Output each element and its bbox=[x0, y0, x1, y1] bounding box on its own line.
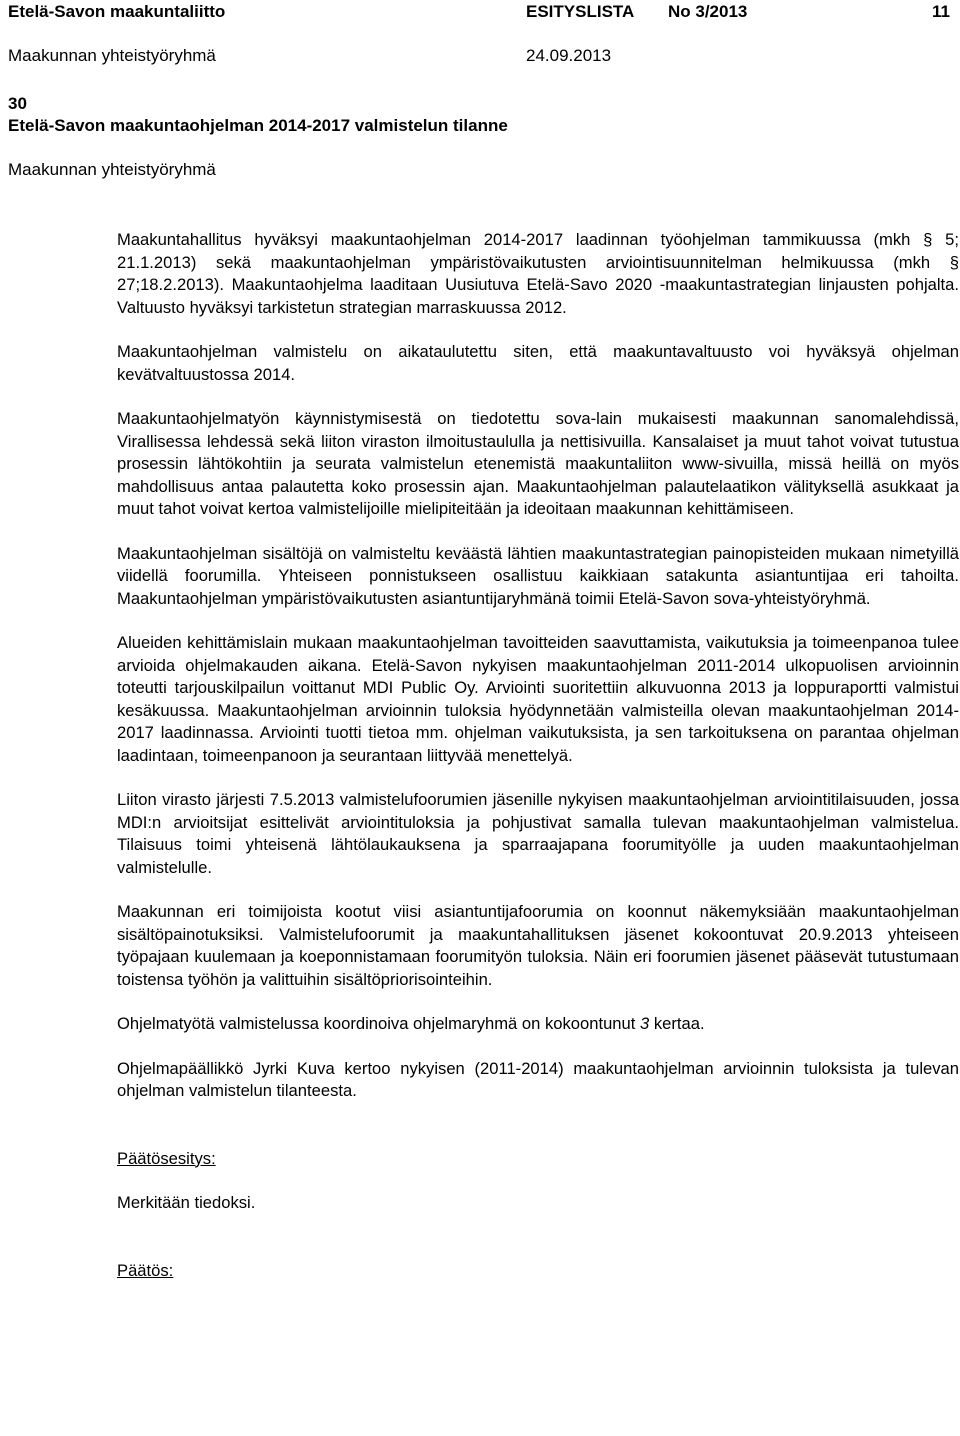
item-body: Maakunnan yhteistyöryhmä bbox=[8, 160, 216, 179]
paragraph: Maakuntaohjelman sisältöjä on valmisteltu keväästä lähtien maakuntastrategian painopisteiden mukaan nimetyillä viidellä foorumilla. Yhteiseen ponnistukseen osallistuu kaikkiaan satakunta asiantuntijaa eri tahoilta. Maakuntaohjelman ympäristövaikutusten asiantuntijaryhmänä toimii Etelä-Savon sova-yhteistyöryhmä. bbox=[117, 543, 959, 608]
paragraph: Maakunnan eri toimijoista kootut viisi asiantuntijafoorumia on koonnut näkemyksiään maakuntaohjelman sisältöpainotuksiksi. Valmistelufoorumit ja maakuntahallituksen jäsenet kokoontuvat 20.9.2013 yhteiseen työpajaan kuulemaan ja koeponnistamaan foorumityön tuloksia. Näin eri foorumien jäsenet pääsevät tutustumaan toistensa työhön ja valittuihin sisältöpriorisointeihin. bbox=[117, 902, 959, 989]
header-doc-type: ESITYSLISTA bbox=[526, 2, 635, 21]
paragraph: Ohjelmatyötä valmistelussa koordinoiva ohjelmaryhmä on kokoontunut 3 kertaa. bbox=[117, 1014, 705, 1033]
paragraph: Maakuntaohjelmatyön käynnistymisestä on tiedotettu sova-lain mukaisesti maakunnan sanomalehdissä, Virallisessa lehdessä sekä liiton viraston ilmoitustaululla ja nettisivuilla. Kansalaiset ja muut tahot voivat tutustua prosessin lähtökohtiin ja seurata valmistelun etenemistä maakuntaliiton www-sivuilla, missä heillä on myös mahdollisuus antaa palautetta koko prosessin ajan. Maakuntaohjelman palautelaatikon välityksellä asukkaat ja muut tahot voivat kertoa valmistelijoille mielipiteitään ja ideoitaan maakunnan kehittämiseen. bbox=[117, 409, 959, 518]
paragraph: Alueiden kehittämislain mukaan maakuntaohjelman tavoitteiden saavuttamista, vaikutuksia ja toimeenpanoa tulee arvioida ohjelmakauden aikana. Etelä-Savon nykyisen maakuntaohjelman 2011-2014 ulkopuolisen arvioinnin toteutti tarjouskilpailun voittanut MDI Public Oy. Arviointi suoritettiin alkuvuonna 2013 ja loppuraportti valmistui kesäkuussa. Maakuntaohjelman arvioinnin tuloksia hyödynnetään valmisteilla olevan maakuntaohjelman 2014-2017 laadinnassa. Arviointi tuotti tietoa mm. ohjelman vaikutuksista, ja sen tarkoituksena on parantaa ohjelman laadintaan, toimeenpanoon ja seurantaan liittyvää menettelyä. bbox=[117, 633, 959, 765]
header-page-number: 11 bbox=[932, 2, 950, 21]
paragraph: Ohjelmapäällikkö Jyrki Kuva kertoo nykyisen (2011-2014) maakuntaohjelman arvioinnin tuloksista ja tulevan ohjelman valmistelun tilanteesta. bbox=[117, 1058, 959, 1100]
header-org: Etelä-Savon maakuntaliitto bbox=[8, 2, 226, 21]
item-number: 30 bbox=[8, 94, 27, 113]
header-date: 24.09.2013 bbox=[526, 46, 612, 65]
paragraph: Maakuntaohjelman valmistelu on aikataulutettu siten, että maakuntavaltuusto voi hyväksyä ohjelman kevätvaltuustossa 2014. bbox=[117, 342, 959, 384]
header-doc-number: No 3/2013 bbox=[668, 2, 748, 21]
paragraph: Maakuntahallitus hyväksyi maakuntaohjelman 2014-2017 laadinnan työohjelman tammikuussa (mkh § 5; 21.1.2013) sekä maakuntaohjelman ympäristövaikutusten arviointisuunnitelman helmikuussa (mkh § 27;18.2.2013). Maakuntaohjelma laaditaan Uusiutuva Etelä-Savo 2020 -maakuntastrategian linjausten pohjalta. Valtuusto hyväksyi tarkistetun strategian marraskuussa 2012. bbox=[117, 230, 959, 317]
header-body: Maakunnan yhteistyöryhmä bbox=[8, 46, 216, 65]
decision-label: Päätös: bbox=[117, 1260, 174, 1280]
proposal-text: Merkitään tiedoksi. bbox=[117, 1193, 256, 1212]
item-content bbox=[117, 229, 959, 1304]
proposal-label: Päätösesitys: bbox=[117, 1148, 216, 1168]
paragraph: Liiton virasto järjesti 7.5.2013 valmistelufoorumien jäsenille nykyisen maakuntaohjelman arviointitilaisuuden, jossa MDI:n arvioitsijat esittelivät arviointituloksia ja pohjustivat samalla tulevan maakuntaohjelman valmistelua. Tilaisuus toimi yhteisenä lähtölaukauksena ja sparraajapana foorumityölle ja uuden maakuntaohjelman valmistelulle. bbox=[117, 790, 959, 877]
item-title: Etelä-Savon maakuntaohjelman 2014-2017 valmistelun tilanne bbox=[8, 116, 508, 135]
